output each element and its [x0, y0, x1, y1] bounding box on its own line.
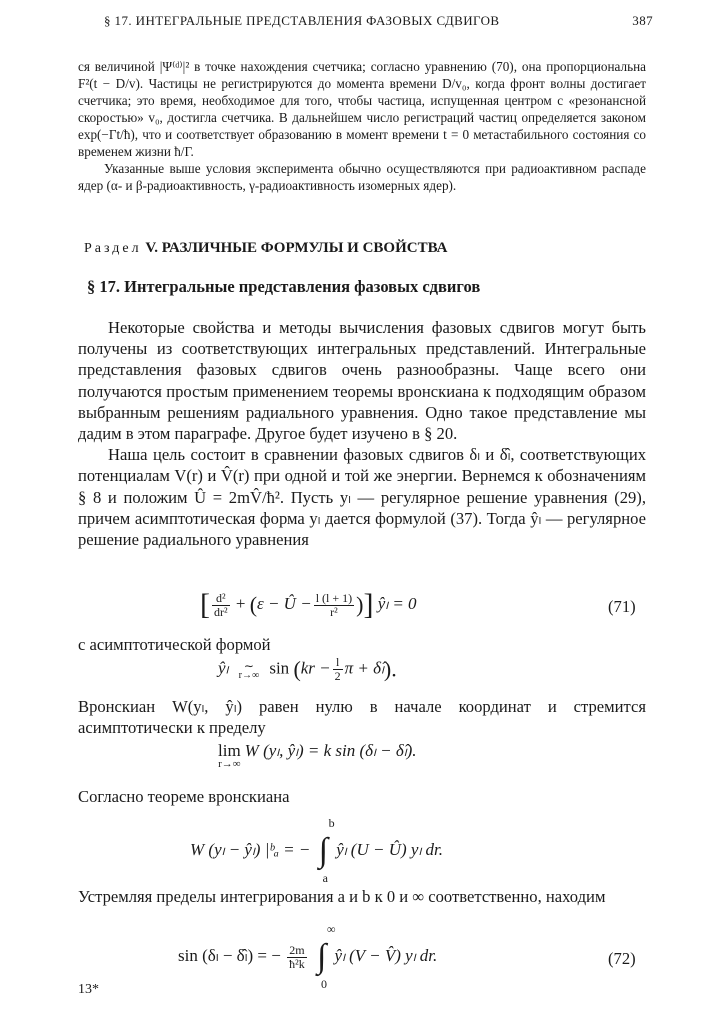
kr-term: kr − — [300, 658, 331, 678]
top-paragraph: ся величиной |Ψ⁽ᵈ⁾|² в точке нахождения счетчика; согласно уравнению (70), она пропорциональна F²(t − D/v). Частицы не регистрируются до момента времени D/v₀, когда фронт волны достигает счетчика; это время, необходимое для того, чтобы частица, испущенная центром с «резонансной скоростью» v₀, достигла счетчика. В дальнейшем число регистраций частиц определяется законом exp(−Γt/ħ), что и соответствует образованию в момент времени t = 0 метастабильного состояния со временем жизни ħ/Γ. — [78, 59, 646, 159]
equation-tail: ŷₗ = 0 — [377, 593, 417, 613]
fraction-denominator: dr² — [214, 604, 228, 619]
part-lead: Раздел — [84, 241, 142, 256]
running-title: § 17. ИНТЕГРАЛЬНЫЕ ПРЕДСТАВЛЕНИЯ ФАЗОВЫХ СДВИГОВ — [104, 13, 500, 28]
wronsk-integrand: ŷₗ (U − Û) yₗ dr. — [336, 839, 444, 859]
body-block-2 — [78, 634, 646, 655]
asymptotic-formula — [218, 656, 397, 683]
eq72-integrand: ŷₗ (V − V̂) yₗ dr. — [334, 945, 438, 965]
sin-function: sin — [269, 658, 290, 678]
eq72-lhs: sin (δₗ − δ̂ₗ) = − — [178, 945, 281, 965]
top-note: Указанные выше условия эксперимента обычно осуществляются при радиоактивном распаде ядер (α- и β-радиоактивность, γ-радиоактивность изомерных ядер). — [78, 161, 646, 193]
lim-operator — [218, 741, 241, 770]
fraction-denominator: ħ²k — [289, 956, 305, 971]
equation-number-71: (71) — [608, 597, 636, 616]
wronsk-lhs: W (yₗ − ŷₗ) |ᵇₐ = − — [190, 839, 311, 859]
asym-symbol — [239, 659, 259, 681]
integral-symbol: ∫ — [316, 938, 327, 975]
paragraph-1: Некоторые свойства и методы вычисления фазовых сдвигов могут быть получены из соответствующих интегральных представлений. Интегральные представления фазовых сдвигов очень разнообразны. Чаще всего они получаются простым применением теоремы вронскиана к подходящим образом выбранным решениям радиального уравнения. Одно такое представление мы дадим в этом параграфе. Другое будет изучено в § 20. — [78, 318, 646, 444]
fraction-numerator: 2m — [287, 944, 307, 958]
fraction-denominator: 2 — [334, 669, 341, 683]
second-derivative-fraction — [212, 592, 230, 619]
limit-rhs: W (yₗ, ŷₗ) = k sin (δₗ − δ̂ₗ). — [244, 741, 417, 760]
fraction-numerator: l — [333, 656, 343, 670]
fraction-denominator: r² — [330, 604, 338, 619]
tilde: ∼ — [243, 658, 254, 673]
paragraph-6: Устремляя пределы интегрирования a и b к 0 и ∞ соответственно, находим — [78, 887, 606, 906]
integral-sign — [318, 816, 335, 885]
body-block-1 — [78, 317, 646, 550]
lim-subscript: r→∞ — [218, 758, 241, 770]
section-title: § 17. Интегральные представления фазовых сдвигов — [87, 277, 481, 296]
paragraph-4: Вронскиан W(yₗ, ŷₗ) равен нулю в начале координат и стремится асимптотически к пределу — [78, 697, 646, 738]
part-title: V. РАЗЛИЧНЫЕ ФОРМУЛЫ И СВОЙСТВА — [145, 240, 448, 256]
integral-upper-limit: ∞ — [326, 922, 336, 936]
part-heading — [84, 240, 448, 257]
equation-72 — [178, 922, 438, 991]
equation-number-72: (72) — [608, 949, 636, 968]
plus-sign: + — [235, 593, 246, 613]
bracket-open: [ — [200, 588, 210, 621]
signature-mark: 13* — [78, 982, 99, 997]
lim-word: lim — [218, 741, 241, 760]
asym-lhs: ŷₗ — [218, 658, 229, 678]
bracket-close: ] — [363, 588, 374, 621]
centrifugal-fraction — [314, 592, 354, 619]
paragraph-5: Согласно теореме вронскиана — [78, 787, 290, 806]
wronskian-formula — [190, 816, 444, 885]
body-block-4 — [78, 786, 646, 807]
energy-term: ε − Û − — [257, 593, 312, 613]
fraction-numerator: l (l + 1) — [315, 590, 353, 605]
integral-sign — [316, 922, 336, 991]
pi-term: π + δ̂ₗ — [344, 658, 384, 678]
paragraph-3: с асимптотической формой — [78, 635, 271, 654]
paren-close: ) — [356, 592, 364, 617]
page-number: 387 — [632, 13, 653, 28]
paren-open: ( — [293, 656, 301, 682]
limit-formula — [218, 741, 417, 770]
asym-limit: r→∞ — [238, 669, 260, 681]
equation-71 — [200, 588, 417, 622]
body-block-5 — [78, 886, 646, 907]
paren-close: ). — [383, 656, 397, 682]
integral-lower-limit: a — [322, 871, 328, 885]
paragraph-2: Наша цель состоит в сравнении фазовых сдвигов δₗ и δ̂ₗ, соответствующих потенциалам V(r) и V̂(r) при одной и той же энергии. Вернемся к обозначениям § 8 и положим Û = 2mV̂/ħ². Пусть yₗ — регулярное решение уравнения (29), причем асимптотическая форма yₗ дается формулой (37). Тогда ŷₗ — регулярное решение радиального уравнения — [78, 445, 646, 550]
running-header — [104, 13, 653, 29]
integral-upper-limit: b — [328, 816, 335, 830]
integral-lower-limit: 0 — [320, 977, 327, 991]
integral-symbol: ∫ — [318, 832, 328, 869]
fraction-numerator: d² — [212, 592, 230, 606]
paren-open: ( — [249, 592, 258, 617]
l-half-fraction — [333, 656, 343, 683]
coefficient-fraction — [287, 944, 307, 971]
body-block-3 — [78, 696, 646, 738]
top-paragraph-block — [78, 58, 646, 194]
